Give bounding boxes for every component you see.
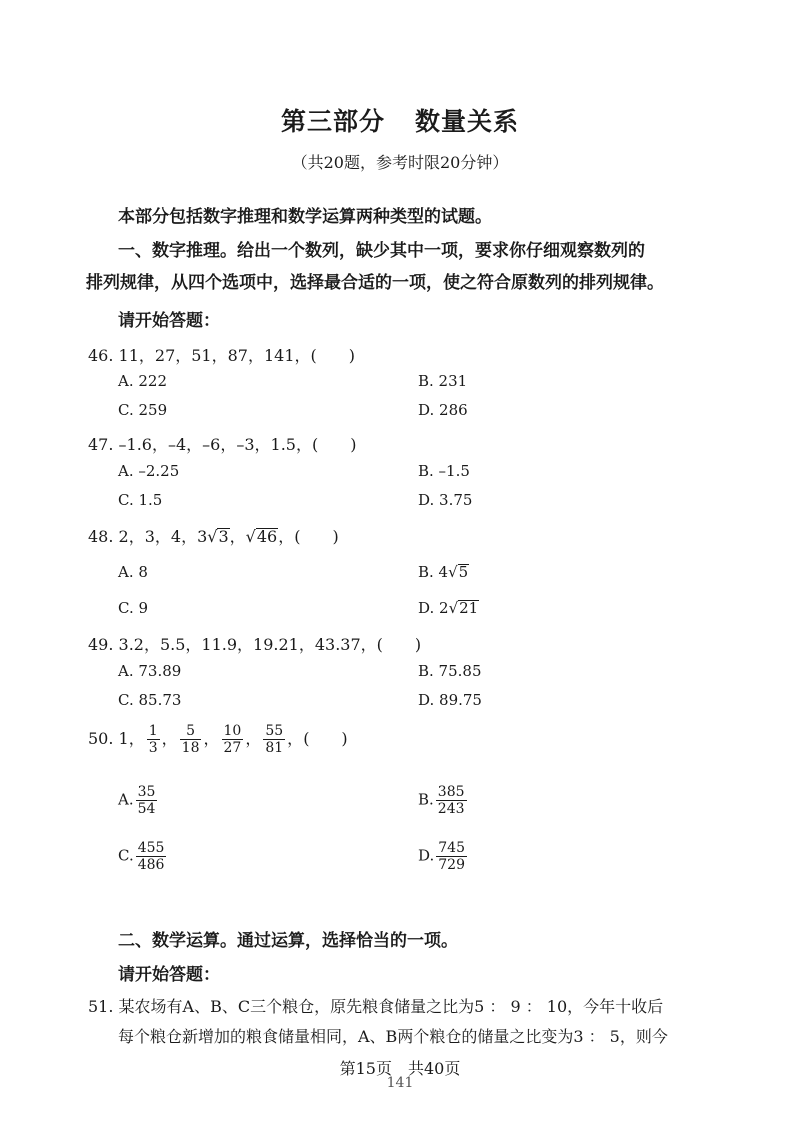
q50-fraction-1 (147, 723, 160, 756)
start-prompt-1: 请开始答题： (118, 311, 220, 331)
part1-instruction-line2: 排列规律，从四个选项中，选择最合适的一项，使之符合原数列的排列规律。 (86, 273, 664, 293)
q50-option-d (418, 840, 469, 873)
q50-b-denominator: 243 (437, 801, 465, 818)
q50-option-d-fraction (436, 840, 467, 873)
q49-option-c: C. 85.73 (118, 691, 182, 709)
q50-num: 50. 1， (88, 729, 145, 749)
question-51-line1: 51. 某农场有A、B、C三个粮仓，原先粮食储量之比为5 ： 9 ： 10，今年十收后 (88, 997, 664, 1016)
q50-a-numerator: 35 (137, 784, 156, 800)
q50-fraction-4 (263, 723, 285, 756)
q48-option-d-prefix: D. 2 (418, 599, 449, 617)
q48-option-b-prefix: B. 4 (418, 563, 449, 581)
q47-option-c: C. 1.5 (118, 491, 163, 509)
section-title-part: 第三部分 (280, 107, 385, 136)
q50-sep: ， (161, 729, 178, 749)
q50-option-b (418, 784, 469, 817)
q50-fraction-3 (222, 723, 244, 756)
q50-c-numerator: 455 (137, 840, 165, 856)
page-footer: 第15页 共40页 (339, 1059, 461, 1078)
q46-option-c: C. 259 (118, 401, 168, 419)
q50-fraction-2 (180, 723, 202, 756)
q48-option-a: A. 8 (118, 563, 148, 581)
q48-option-d-root: 21 (459, 599, 479, 617)
q49-option-a: A. 73.89 (118, 662, 182, 680)
q50-f2-numerator: 5 (180, 723, 202, 740)
q50-c-denominator: 486 (137, 857, 165, 874)
q50-f3-denominator: 27 (223, 740, 242, 757)
q49-option-d: D. 89.75 (418, 691, 482, 709)
q48-option-b-root: 5 (458, 563, 469, 581)
q50-b-numerator: 385 (437, 784, 465, 800)
q50-blank: ( ) (303, 729, 348, 749)
q46-option-a: A. 222 (118, 372, 167, 390)
q50-sep: ， (203, 729, 220, 749)
q50-f4-numerator: 55 (265, 723, 284, 739)
question-51-line2: 每个粮仓新增加的粮食储量相同，A、B两个粮仓的储量之比变为3 ： 5，则今 (118, 1027, 668, 1046)
question-48-stem: 48. 2，3，4，3√3，√46，( ) (88, 527, 339, 546)
q48-root-46: 46 (256, 527, 278, 546)
q47-option-a: A. –2.25 (118, 462, 180, 480)
q47-option-d: D. 3.75 (418, 491, 473, 509)
q48-option-d: D. 2√21 (418, 599, 479, 617)
q50-option-b-fraction (436, 784, 467, 817)
start-prompt-2: 请开始答题： (118, 965, 220, 985)
part2-instruction: 二、数学运算。通过运算，选择恰当的一项。 (118, 931, 458, 951)
q50-f3-numerator: 10 (223, 723, 242, 739)
section-title (0, 102, 800, 138)
q50-a-denominator: 54 (137, 801, 156, 818)
q50-option-a-fraction (136, 784, 158, 817)
page-number: 141 (386, 1075, 414, 1091)
q50-option-a (118, 784, 159, 817)
q50-d-numerator: 745 (438, 840, 465, 856)
q50-f4-denominator: 81 (265, 740, 284, 757)
question-49-stem: 49. 3.2，5.5，11.9，19.21，43.37，( ) (88, 635, 422, 654)
q50-option-a-label: A. (118, 790, 134, 809)
q48-stem-prefix: 48. 2，3，4，3 (88, 527, 208, 546)
q50-f1-numerator: 1 (148, 723, 158, 739)
question-47-stem: 47. –1.6，–4，–6，–3，1.5，( ) (88, 435, 357, 454)
q50-sep: ， (245, 729, 262, 749)
q50-option-c-label: C. (118, 846, 134, 865)
q46-option-b: B. 231 (418, 372, 468, 390)
q50-f1-denominator: 3 (148, 740, 158, 757)
q50-option-d-label: D. (418, 846, 435, 865)
q46-option-d: D. 286 (418, 401, 468, 419)
q50-f2-denominator: 18 (181, 740, 200, 757)
question-50-stem (88, 723, 348, 756)
q50-d-denominator: 729 (438, 857, 465, 874)
q48-option-c: C. 9 (118, 599, 149, 617)
section-subtitle: （共20题，参考时限20分钟） (291, 153, 509, 172)
q50-sep: ， (287, 729, 304, 749)
q49-option-b: B. 75.85 (418, 662, 482, 680)
q50-option-b-label: B. (418, 790, 434, 809)
q48-root-3: 3 (218, 527, 229, 546)
part1-instruction-line1: 一、数字推理。给出一个数列，缺少其中一项，要求你仔细观察数列的 (118, 241, 645, 261)
section-title-topic: 数量关系 (415, 107, 520, 136)
q50-option-c (118, 840, 168, 873)
intro-text: 本部分包括数字推理和数学运算两种类型的试题。 (118, 207, 492, 227)
q48-stem-suffix: ，( ) (278, 527, 339, 546)
q47-option-b: B. –1.5 (418, 462, 470, 480)
q48-option-b: B. 4√5 (418, 563, 469, 581)
q50-option-c-fraction (136, 840, 167, 873)
question-46-stem: 46. 11，27，51，87，141，( ) (88, 346, 355, 365)
q48-sep: ， (229, 527, 246, 546)
